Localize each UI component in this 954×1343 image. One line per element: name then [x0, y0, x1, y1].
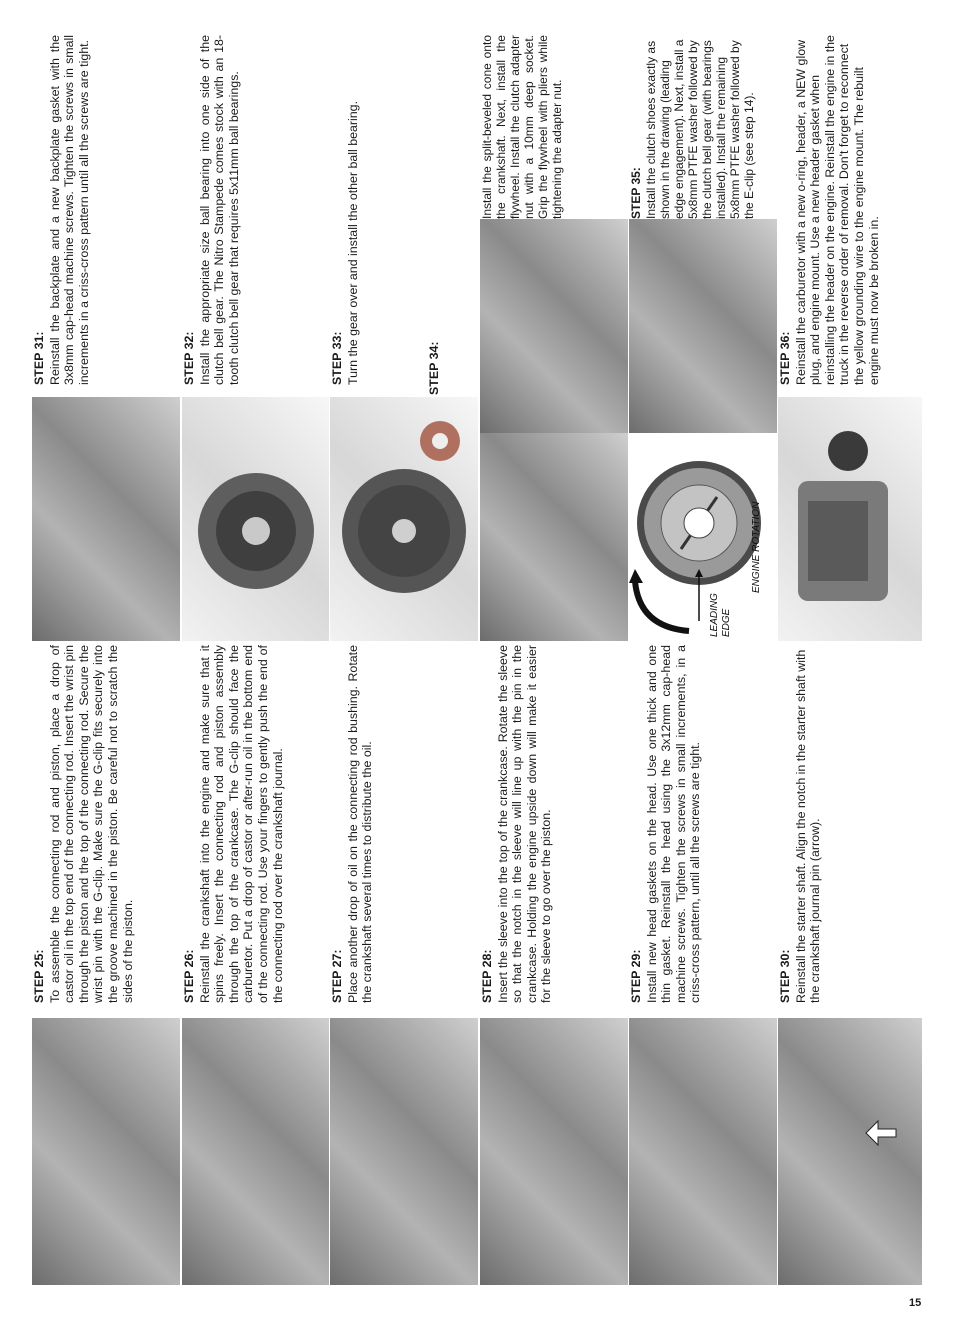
step-33-title: STEP 33: — [330, 331, 344, 385]
step-27 — [330, 645, 375, 1003]
step-34-block — [427, 35, 443, 395]
photo-step-29 — [629, 1018, 777, 1285]
step-25 — [32, 645, 135, 1003]
step-26-title: STEP 26: — [182, 949, 196, 1003]
step-33 — [330, 35, 360, 385]
step-28-text: Insert the sleeve into the top of the crankcase. Rotate the sleeve so that the notch in the sleeve will line up with the pin in the crankcase. Holding the engine upside down will make it easier for the sleeve to go over the piston. — [495, 645, 554, 1003]
step-27-text: Place another drop of oil on the connecting rod bushing. Rotate the crankshaft several times to distribute the oil. — [345, 645, 375, 1003]
photo-step-31 — [32, 397, 180, 641]
step-36 — [778, 35, 881, 385]
step-26-text: Reinstall the crankshaft into the engine and make sure that it spins freely. Insert the connecting rod and piston assembly through the top of the crankcase. The G-clip should face the carburetor. Put a drop of castor or after-run oil in the bottom end of the connecting rod. Use your fingers to gently push the end of the connecting rod over the crankshaft journal. — [197, 645, 285, 1003]
step-32 — [182, 35, 241, 385]
photo-step-27 — [330, 1018, 478, 1285]
clutch-diagram — [629, 433, 777, 641]
step-29-text: Install new head gaskets on the head. Use one thick and one thin gasket. Reinstall the head using the 3x12mm cap-head machine screws. Tighten the screws in small increments, in a criss-cross pattern, until all the screws are tight. — [644, 645, 703, 1003]
step-31 — [32, 35, 91, 385]
step-25-text: To assemble the connecting rod and piston, place a drop of castor oil in the top end of the connecting rod. Insert the wrist pin through the piston and the top of the connecting rod. Secure the wrist pin with the G-clip. Make sure the G-clip fits securely into the groove machined in the piston. Be careful not to scratch the sides of the piston. — [47, 645, 135, 1003]
ball-bearing-icon — [330, 397, 478, 641]
photo-step-34-b — [480, 219, 628, 433]
photo-step-25 — [32, 1018, 180, 1285]
step-28 — [480, 645, 554, 1003]
page-number: 15 — [909, 1297, 922, 1309]
step-30 — [778, 645, 823, 1003]
photo-step-28 — [480, 1018, 628, 1285]
edge-label: EDGE — [721, 608, 732, 637]
step-32-text: Install the appropriate size ball bearing into one side of the clutch bell gear. The Nitro Stampede comes stock with an 18-tooth clutch bell gear that requires 5x11mm ball bearings. — [197, 35, 241, 385]
step-26 — [182, 645, 285, 1003]
step-35-title: STEP 35: — [629, 167, 643, 219]
photo-step-36 — [778, 397, 922, 641]
photo-step-34-a — [480, 433, 628, 641]
step-35-text: Install the clutch shoes exactly as shown in the drawing (leading edge engagement). Next, install a 5x8mm PTFE washer followed by the clutch bell gear (with bearings installed). Install the remaining 5x8mm PTFE washer followed by the E-clip (see step 14). — [644, 39, 756, 219]
clutch-bell-gear-icon — [182, 397, 329, 641]
leading-label: LEADING — [709, 593, 720, 637]
photo-step-33 — [330, 397, 478, 641]
step-32-title: STEP 32: — [182, 331, 196, 385]
step-27-title: STEP 27: — [330, 949, 344, 1003]
step-29 — [629, 645, 703, 1003]
engine-rotation-label: ENGINE ROTATION — [751, 501, 762, 593]
engine-icon — [778, 397, 922, 641]
photo-step-30 — [778, 1018, 922, 1285]
white-arrow-icon — [778, 1018, 922, 1285]
rotation-arrowhead-icon — [629, 569, 643, 583]
step-33-text: Turn the gear over and install the other ball bearing. — [345, 100, 360, 385]
step-36-title: STEP 36: — [778, 331, 792, 385]
center-hub — [684, 508, 714, 538]
rotated-content — [32, 35, 922, 1285]
step-34-title: STEP 34: — [427, 341, 441, 395]
step-34-text: Install the split-beveled cone onto the crankshaft. Next, install the flywheel. Install the clutch adapter nut with a 10mm deep socket. Grip the flywheel with pliers while tightening the adapter nut. — [480, 35, 564, 219]
clutch-diagram-svg — [629, 433, 777, 641]
photo-step-32 — [182, 397, 329, 641]
step-36-text: Reinstall the carburetor with a new o-ring, header, a NEW glow plug, and engine mount. Use a new header gasket when reinstalling the header on the engine. Reinstall the engine in the truck in the reverse order of removal. Don't forget to reconnect the yellow grounding wire to the engine mount. The rebuilt engine must now be broken in. — [793, 35, 881, 385]
photo-step-35 — [629, 219, 777, 433]
step-34-main — [480, 35, 564, 219]
step-29-title: STEP 29: — [629, 949, 643, 1003]
rotation-arrow-icon — [635, 581, 689, 631]
step-28-title: STEP 28: — [480, 949, 494, 1003]
step-30-title: STEP 30: — [778, 949, 792, 1003]
step-31-title: STEP 31: — [32, 331, 46, 385]
photo-step-26 — [182, 1018, 329, 1285]
step-35 — [629, 35, 756, 219]
step-30-text: Reinstall the starter shaft. Align the notch in the starter shaft with the crankshaft journal pin (arrow). — [793, 649, 823, 1003]
step-31-text: Reinstall the backplate and a new backplate gasket with the 3x8mm cap-head machine screws. Tighten the screws in small increments in a criss-cross pattern until all the screws are tight. — [47, 35, 91, 385]
step-25-title: STEP 25: — [32, 949, 46, 1003]
